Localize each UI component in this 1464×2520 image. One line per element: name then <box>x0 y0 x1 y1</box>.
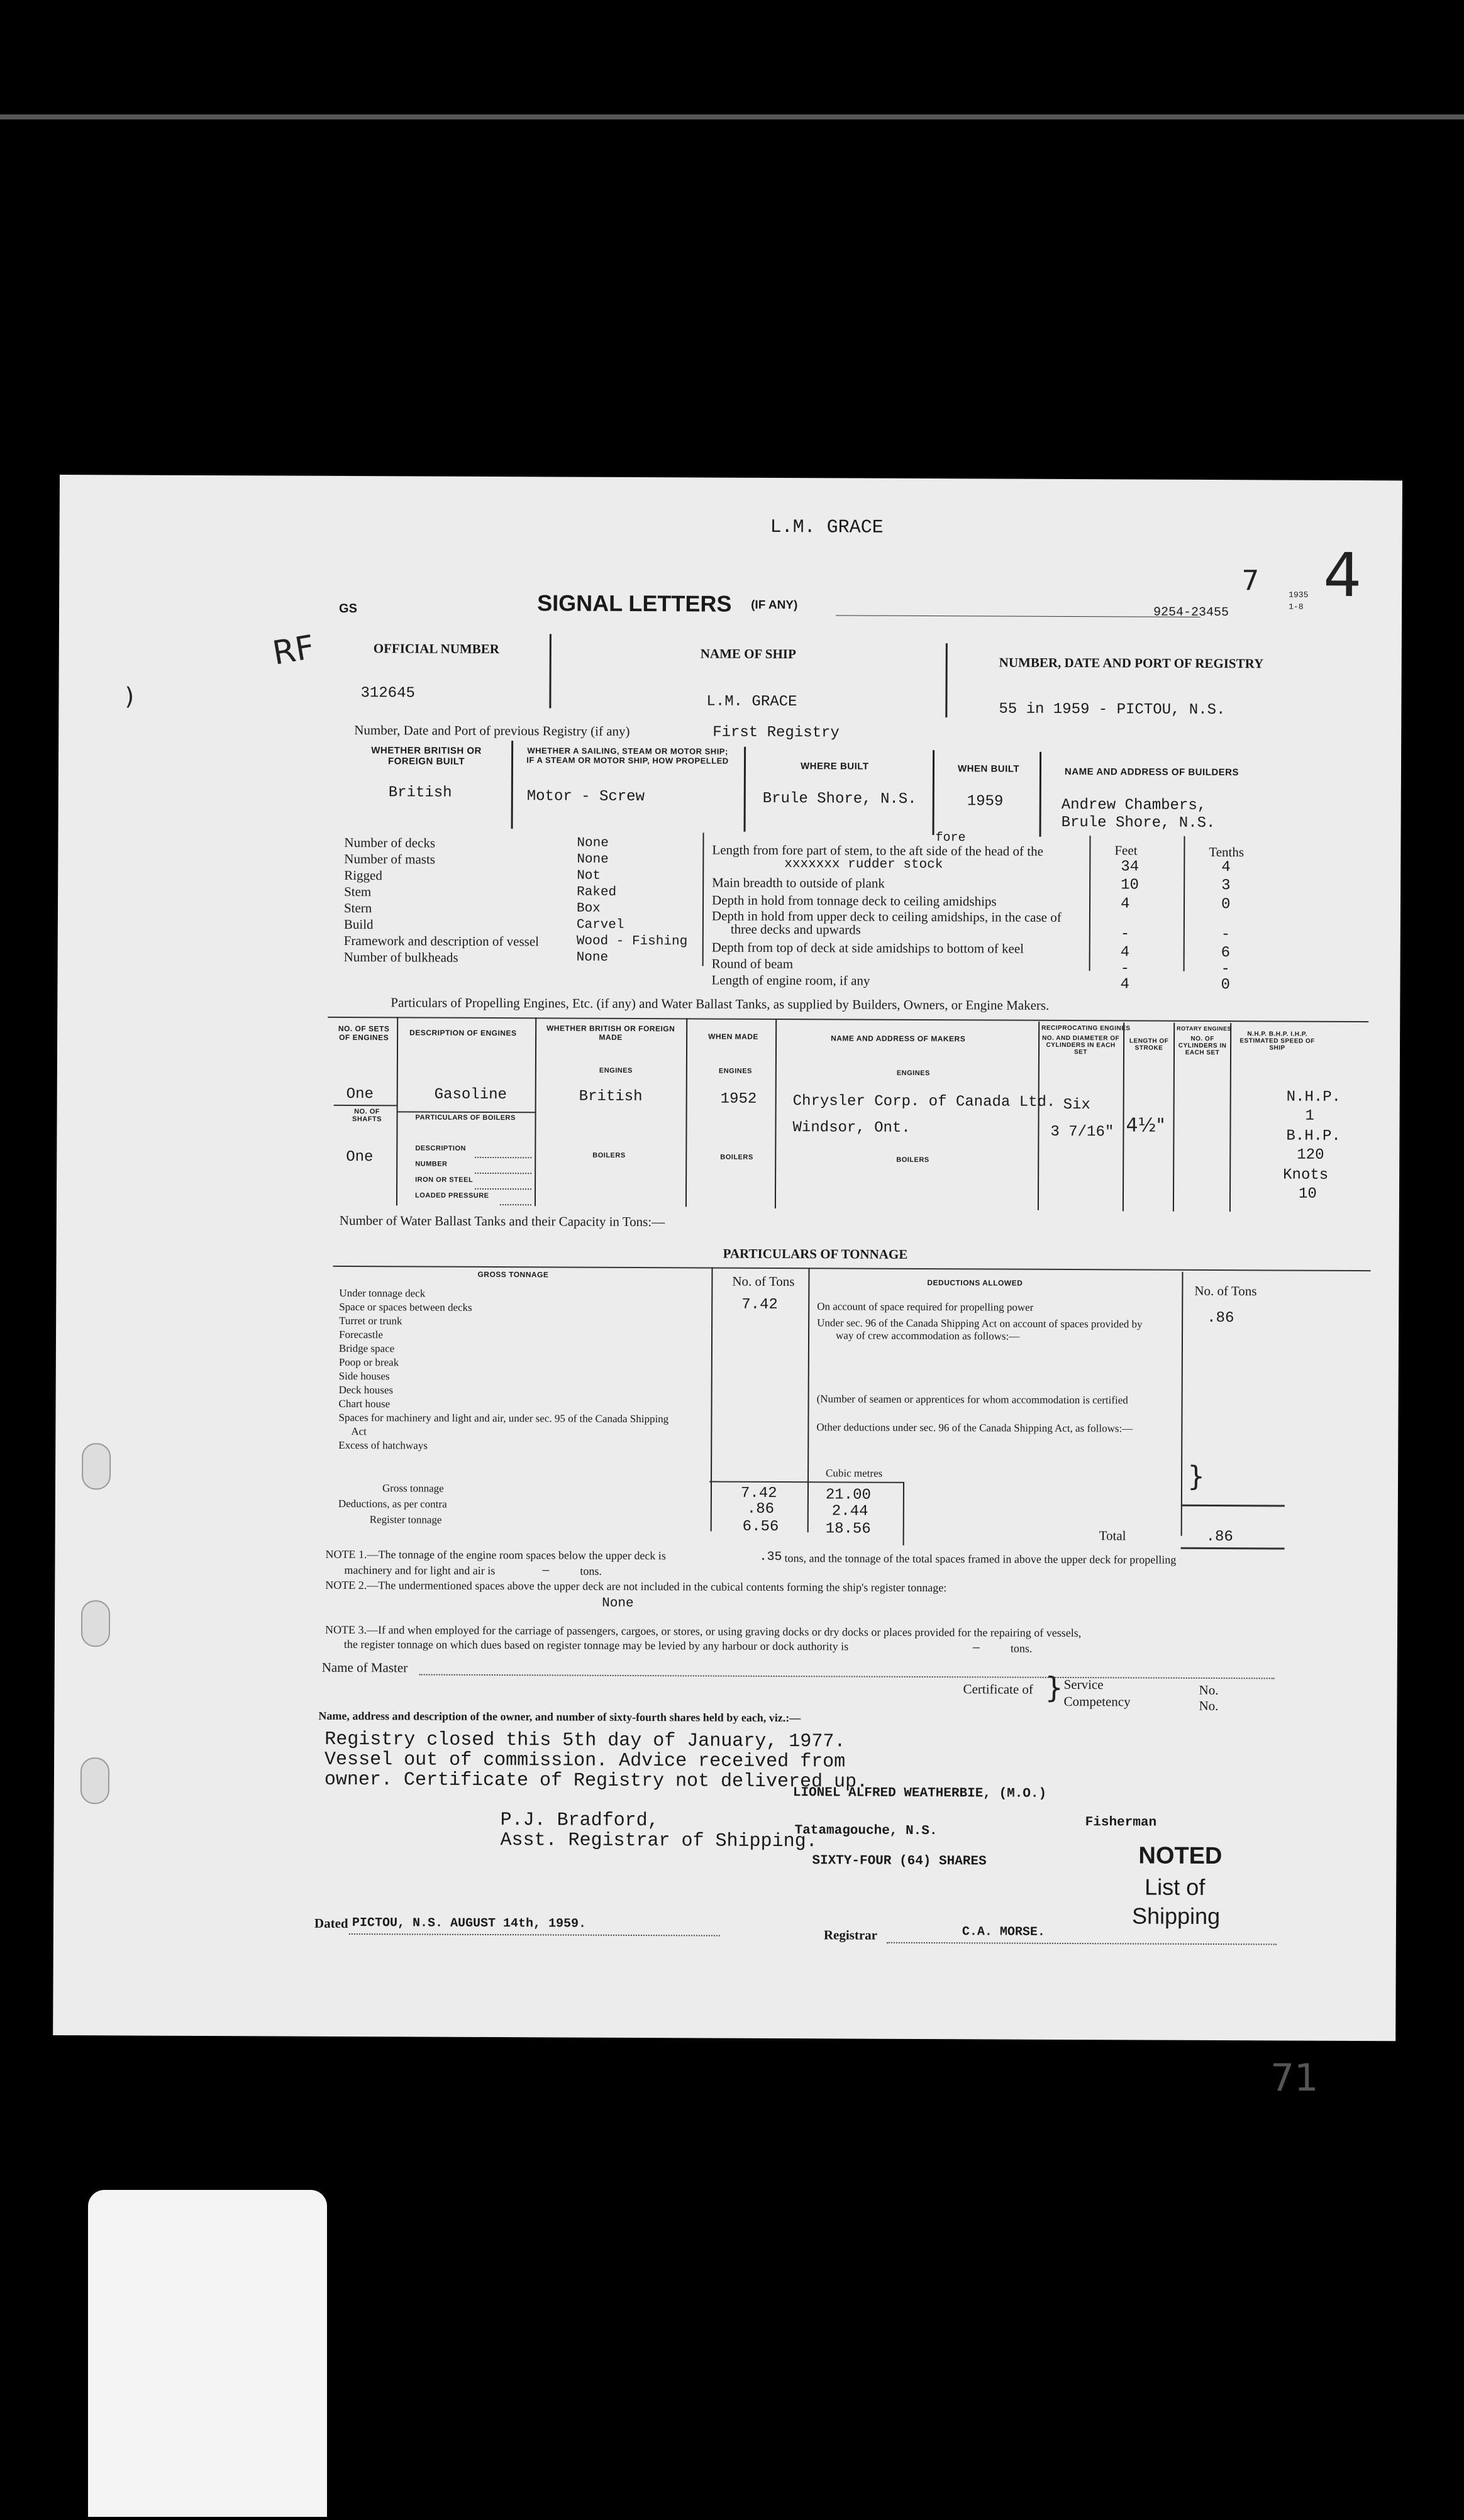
deduction-crew-cont: way of crew accommodation as follows:— <box>835 1329 1020 1342</box>
margin-mark: 71 <box>1270 2056 1319 2100</box>
col-rotary-cylinders-label: NO. OF CYLINDERS IN EACH SET <box>1178 1035 1227 1057</box>
dated-value: PICTOU, N.S. AUGUST 14th, 1959. <box>352 1916 587 1931</box>
divider <box>511 741 514 829</box>
register-tons: 6.56 <box>742 1518 779 1536</box>
boiler-row-label: NUMBER <box>415 1160 448 1168</box>
boiler-row-label: LOADED PRESSURE <box>414 1191 489 1200</box>
british-built-label: WHETHER BRITISH OR FOREIGN BUILT <box>371 745 482 767</box>
signal-letters-heading: SIGNAL LETTERS <box>537 590 732 617</box>
dimension-label: Round of beam <box>711 956 794 972</box>
dotted-line <box>475 1157 531 1158</box>
engine-sets: One <box>346 1085 374 1103</box>
dimension-feet: 10 <box>1121 876 1140 894</box>
divider <box>775 1020 777 1208</box>
ship-title: L.M. GRACE <box>770 516 884 539</box>
divider <box>945 643 948 717</box>
gross-tonnage-label: Gross tonnage <box>382 1482 444 1495</box>
particular-label: Stern <box>343 900 372 916</box>
stroke-length: 4½" <box>1126 1114 1165 1137</box>
divider <box>903 1483 904 1545</box>
shaft-count: One <box>346 1148 374 1166</box>
water-ballast-label: Number of Water Ballast Tanks and their Capacity in Tons:— <box>339 1212 665 1230</box>
dimension-label-cont: three decks and upwards <box>730 921 861 937</box>
register-cubic-metres: 18.56 <box>825 1520 871 1538</box>
dimension-tenths: 0 <box>1221 896 1231 914</box>
punch-hole <box>80 1757 109 1804</box>
particular-value: Box <box>576 901 601 916</box>
dimension-tenths: 6 <box>1221 944 1231 962</box>
where-built-label: WHERE BUILT <box>800 761 869 772</box>
deduction-seamen: (Number of seamen or apprentices for whom accommodation is certified <box>816 1393 1128 1406</box>
particular-value: None <box>577 836 609 851</box>
divider <box>711 1268 713 1532</box>
registrar-label: Registrar <box>823 1927 878 1943</box>
official-number-label: OFFICIAL NUMBER <box>373 641 499 657</box>
form-number: 9254-23455 <box>1153 605 1229 621</box>
col-power-label: N.H.P. B.H.P. I.H.P. ESTIMATED SPEED OF SHIP <box>1239 1031 1315 1052</box>
official-number: 312645 <box>360 685 415 702</box>
gross-item: Under tonnage deck <box>339 1286 426 1300</box>
dimension-label: Main breadth to outside of plank <box>712 875 885 891</box>
dotted-line <box>349 1933 720 1937</box>
particular-value: None <box>577 852 609 867</box>
propulsion-label: WHETHER A SAILING, STEAM OR MOTOR SHIP; IF A STEAM OR MOTOR SHIP, HOW PROPELLED <box>526 746 729 766</box>
gross-item: Spaces for machinery and light and air, under sec. 95 of the Canada Shipping <box>338 1411 669 1425</box>
sub-boilers-label: BOILERS <box>720 1153 753 1161</box>
brace-mark: } <box>1187 1460 1206 1493</box>
total-label: Total <box>1099 1528 1126 1544</box>
divider <box>1040 752 1042 837</box>
divider <box>1089 836 1091 971</box>
competency-no-label: No. <box>1199 1698 1219 1714</box>
rule <box>334 1105 397 1106</box>
rule <box>397 1111 535 1113</box>
note-3-value: — <box>972 1642 980 1655</box>
tons-heading: No. of Tons <box>732 1273 795 1290</box>
knots-value: 10 <box>1298 1185 1317 1203</box>
total-rule <box>1181 1505 1285 1507</box>
col-when-label: WHEN MADE <box>708 1032 758 1041</box>
british-built: British <box>388 784 452 802</box>
where-built: Brule Shore, N.S. <box>762 790 917 808</box>
form-code: GS <box>339 601 358 616</box>
builders-line-2: Brule Shore, N.S. <box>1061 814 1216 832</box>
previous-registry-label: Number, Date and Port of previous Registry (if any) <box>354 722 630 739</box>
gross-item: Bridge space <box>338 1342 395 1355</box>
dotted-line <box>887 1942 1277 1945</box>
note-2-value: None <box>602 1596 634 1611</box>
under-deck-tons: 7.42 <box>741 1296 778 1313</box>
sub-engines-label: ENGINES <box>599 1066 633 1075</box>
gross-item: Deck houses <box>338 1383 394 1396</box>
col-makers-label: NAME AND ADDRESS OF MAKERS <box>831 1034 966 1044</box>
particular-value: Not <box>577 868 601 883</box>
particular-label: Number of decks <box>344 834 436 851</box>
when-built: 1959 <box>967 793 1004 810</box>
bhp-label: B.H.P. <box>1286 1127 1341 1145</box>
corner-mark-large: 4 <box>1323 539 1362 611</box>
deduction-propelling: On account of space required for propelling power <box>817 1300 1034 1313</box>
dimension-feet: 4 <box>1120 944 1130 961</box>
dimension-tenths: - <box>1221 926 1231 944</box>
particular-value: Wood - Fishing <box>576 934 688 949</box>
particular-label: Number of bulkheads <box>343 949 458 965</box>
film-edge <box>0 114 1464 119</box>
registry-page <box>53 475 1402 2041</box>
note-1-tons: tons. <box>580 1564 602 1578</box>
divider <box>1173 1023 1175 1212</box>
gross-cubic-metres: 21.00 <box>825 1486 872 1504</box>
particular-label: Rigged <box>344 867 382 883</box>
previous-registry: First Registry <box>713 724 840 742</box>
white-slip <box>88 2190 327 2517</box>
dimension-feet: - <box>1120 926 1130 943</box>
closure-line-1: Registry closed this 5th day of January, 1977. <box>324 1728 846 1753</box>
gross-item: Side houses <box>338 1369 390 1383</box>
note-1: NOTE 1.—The tonnage of the engine room spaces below the upper deck is <box>325 1547 666 1562</box>
tenths-label: Tenths <box>1209 844 1245 860</box>
divider <box>807 1268 810 1532</box>
gross-item: Excess of hatchways <box>338 1439 428 1452</box>
port-of-registry: 55 in 1959 - PICTOU, N.S. <box>999 700 1226 719</box>
competency-label: Competency <box>1063 1693 1131 1710</box>
brace-mark: } <box>1045 1670 1063 1705</box>
nhp-value: 1 <box>1305 1107 1315 1125</box>
dotted-line <box>500 1204 531 1205</box>
divider <box>702 832 704 966</box>
divider <box>1184 836 1185 971</box>
name-of-ship-label: NAME OF SHIP <box>700 646 796 662</box>
divider <box>1181 1272 1184 1536</box>
dimension-tenths: 3 <box>1221 877 1231 895</box>
stamp-line: List of <box>1145 1874 1206 1900</box>
divider <box>549 634 552 708</box>
corner-printed: 1935 1-8 <box>1289 590 1309 612</box>
dimension-feet: 4 <box>1120 895 1130 913</box>
col-sets-label: NO. OF SETS OF ENGINES <box>338 1024 390 1042</box>
master-label: Name of Master <box>321 1659 408 1676</box>
dotted-line <box>475 1188 531 1190</box>
registrar-signer-title: Asst. Registrar of Shipping. <box>500 1830 818 1853</box>
sub-boilers-label: BOILERS <box>896 1156 929 1164</box>
total-tons: .86 <box>1206 1528 1233 1546</box>
dotted-line <box>419 1674 1275 1679</box>
name-of-ship: L.M. GRACE <box>706 693 797 711</box>
certificate-label: Certificate of <box>963 1681 1033 1697</box>
register-tonnage-label: Register tonnage <box>369 1513 442 1526</box>
note-1-value: .35 <box>759 1549 782 1565</box>
stamp-line: Shipping <box>1131 1903 1221 1930</box>
sub-boilers-label: BOILERS <box>592 1151 626 1159</box>
registrar-name: C.A. MORSE. <box>962 1925 1045 1940</box>
col-stroke-label: LENGTH OF STROKE <box>1129 1037 1169 1052</box>
when-built-label: WHEN BUILT <box>957 763 1020 775</box>
divider <box>1123 1022 1124 1211</box>
port-of-registry-label: NUMBER, DATE AND PORT OF REGISTRY <box>999 655 1264 671</box>
note-3-cont: the register tonnage on which dues based on register tonnage may be levied by any harbour or dock authority is <box>343 1637 849 1653</box>
knots-label: Knots <box>1283 1166 1329 1184</box>
handwritten-initials: RF <box>270 628 318 673</box>
dimension-feet: 34 <box>1121 858 1140 876</box>
owner-occupation: Fisherman <box>1085 1815 1157 1830</box>
dimension-label: Depth in hold from upper deck to ceiling amidships, in the case of <box>711 908 1062 925</box>
col-recip-label: RECIPROCATING ENGINES <box>1041 1024 1131 1032</box>
if-any-label: (IF ANY) <box>751 598 798 612</box>
particular-value: None <box>576 950 609 965</box>
gross-item: Turret or trunk <box>339 1314 402 1327</box>
nhp-label: N.H.P. <box>1286 1088 1341 1106</box>
deductions-cubic-metres: 2.44 <box>831 1503 868 1520</box>
builders-line-1: Andrew Chambers, <box>1061 796 1207 814</box>
particular-value: Raked <box>577 885 617 900</box>
owner-address: Tatamagouche, N.S. <box>794 1823 938 1839</box>
bhp-value: 120 <box>1297 1146 1324 1164</box>
owner-name: LIONEL ALFRED WEATHERBIE, (M.O.) <box>792 1786 1047 1801</box>
tonnage-title: PARTICULARS OF TONNAGE <box>723 1246 908 1262</box>
note-1-machinery: machinery and for light and air is <box>344 1563 496 1578</box>
deductions-contra-label: Deductions, as per contra <box>338 1497 447 1510</box>
particular-label: Number of masts <box>344 851 436 867</box>
boiler-row-label: DESCRIPTION <box>415 1144 467 1152</box>
sub-engines-label: ENGINES <box>896 1069 930 1078</box>
divider <box>685 1018 687 1207</box>
signal-letters-line <box>836 615 1201 617</box>
dotted-line <box>475 1173 531 1174</box>
deduction-crew: Under sec. 96 of the Canada Shipping Act on account of spaces provided by <box>817 1317 1143 1330</box>
particular-label: Framework and description of vessel <box>343 932 540 949</box>
fore-insert: fore <box>935 831 966 846</box>
divider <box>1229 1023 1231 1212</box>
dimension-tenths: 4 <box>1221 859 1231 876</box>
dimension-label: Length from fore part of stem, to the aft side of the head of the <box>712 842 1044 859</box>
dimension-tenths: 0 <box>1221 976 1230 994</box>
note-3-tons: tons. <box>1010 1642 1033 1655</box>
deduction-other: Other deductions under sec. 96 of the Canada Shipping Act, as follows:— <box>816 1421 1133 1435</box>
builders-label: NAME AND ADDRESS OF BUILDERS <box>1064 766 1239 778</box>
gross-item: Act <box>351 1425 367 1438</box>
propulsion: Motor - Screw <box>526 788 645 806</box>
deductions-tons: .86 <box>746 1500 775 1518</box>
particular-value: Carvel <box>576 917 624 932</box>
gross-tonnage-heading: GROSS TONNAGE <box>477 1269 549 1279</box>
feet-label: Feet <box>1114 843 1138 858</box>
punch-hole <box>82 1443 111 1489</box>
col-rotary-label: ROTARY ENGINES <box>1177 1025 1232 1032</box>
engine-description: Gasoline <box>434 1086 507 1104</box>
note-3: NOTE 3.—If and when employed for the carriage of passengers, cargoes, or stores, or using graving docks or dry docks or places provided for the repairing of vessels, <box>324 1623 1082 1640</box>
gross-item: Chart house <box>338 1397 391 1410</box>
total-rule <box>1181 1547 1285 1550</box>
divider <box>744 747 746 832</box>
dimension-feet: 4 <box>1120 976 1129 993</box>
dimension-feet: - <box>1120 960 1130 978</box>
dimension-label: Depth from top of deck at side amidships to bottom of keel <box>711 939 1024 956</box>
sub-engines-label: ENGINES <box>718 1067 752 1075</box>
engines-title: Particulars of Propelling Engines, Etc. (if any) and Water Ballast Tanks, as supplied by Builders, Owners, or Engine Makers. <box>391 995 1050 1013</box>
gross-item: Poop or break <box>338 1356 399 1369</box>
col-boilers-label: PARTICULARS OF BOILERS <box>415 1114 516 1122</box>
divider <box>933 750 935 835</box>
engine-year: 1952 <box>720 1090 757 1108</box>
engine-maker-2: Windsor, Ont. <box>792 1119 911 1137</box>
deductions-heading: DEDUCTIONS ALLOWED <box>927 1278 1023 1288</box>
service-no-label: No. <box>1199 1682 1219 1698</box>
deduction-propelling-tons: .86 <box>1207 1309 1234 1327</box>
dimension-label-cont: xxxxxxx rudder stock <box>784 857 943 873</box>
closure-line-3: owner. Certificate of Registry not delivered up. <box>324 1769 868 1793</box>
engine-origin: British <box>579 1088 643 1106</box>
owner-label: Name, address and description of the owner, and number of sixty-fourth shares held by each, viz.:— <box>318 1709 801 1725</box>
particular-label: Stem <box>344 883 372 900</box>
gross-item: Forecastle <box>338 1328 383 1341</box>
stamp-line: NOTED <box>1138 1842 1223 1870</box>
registrar-signer: P.J. Bradford, <box>500 1810 659 1832</box>
owner-shares: SIXTY-FOUR (64) SHARES <box>812 1854 987 1869</box>
corner-mark: 7 <box>1241 565 1260 597</box>
col-british-label: WHETHER BRITISH OR FOREIGN MADE <box>546 1024 675 1042</box>
service-label: Service <box>1063 1676 1104 1693</box>
dated-label: Dated <box>314 1915 348 1931</box>
col-cylinders-label: NO. AND DIAMETER OF CYLINDERS IN EACH SET <box>1042 1034 1120 1056</box>
gross-tons: 7.42 <box>740 1484 777 1502</box>
dimension-label: Depth in hold from tonnage deck to ceiling amidships <box>712 892 997 909</box>
engine-maker-1: Chrysler Corp. of Canada Ltd. <box>792 1093 1056 1111</box>
dimension-label: Length of engine room, if any <box>711 972 870 988</box>
edge-mark: ) <box>125 682 135 710</box>
gross-item: Space or spaces between decks <box>339 1300 472 1313</box>
col-desc-label: DESCRIPTION OF ENGINES <box>409 1028 517 1038</box>
note-1-cont: tons, and the tonnage of the total spaces framed in above the upper deck for propelling <box>784 1552 1177 1566</box>
particular-label: Build <box>343 916 374 932</box>
divider <box>1038 1022 1040 1210</box>
tons-heading-2: No. of Tons <box>1194 1283 1257 1299</box>
cylinders-diameter: 3 7/16" <box>1050 1123 1114 1141</box>
closure-line-2: Vessel out of commission. Advice received from <box>324 1749 846 1773</box>
dimension-tenths: - <box>1221 961 1231 978</box>
cubic-metres-label: Cubic metres <box>826 1467 883 1479</box>
col-shafts-label: NO. OF SHAFTS <box>352 1108 382 1124</box>
boiler-row-label: IRON OR STEEL <box>415 1176 474 1184</box>
cylinders-count: Six <box>1063 1096 1090 1114</box>
punch-hole <box>81 1600 110 1647</box>
note-2: NOTE 2.—The undermentioned spaces above the upper deck are not included in the cubical contents forming the ship's register tonnage: <box>325 1578 947 1594</box>
rule <box>328 1017 1368 1022</box>
note-1-value-2: — <box>542 1564 550 1578</box>
